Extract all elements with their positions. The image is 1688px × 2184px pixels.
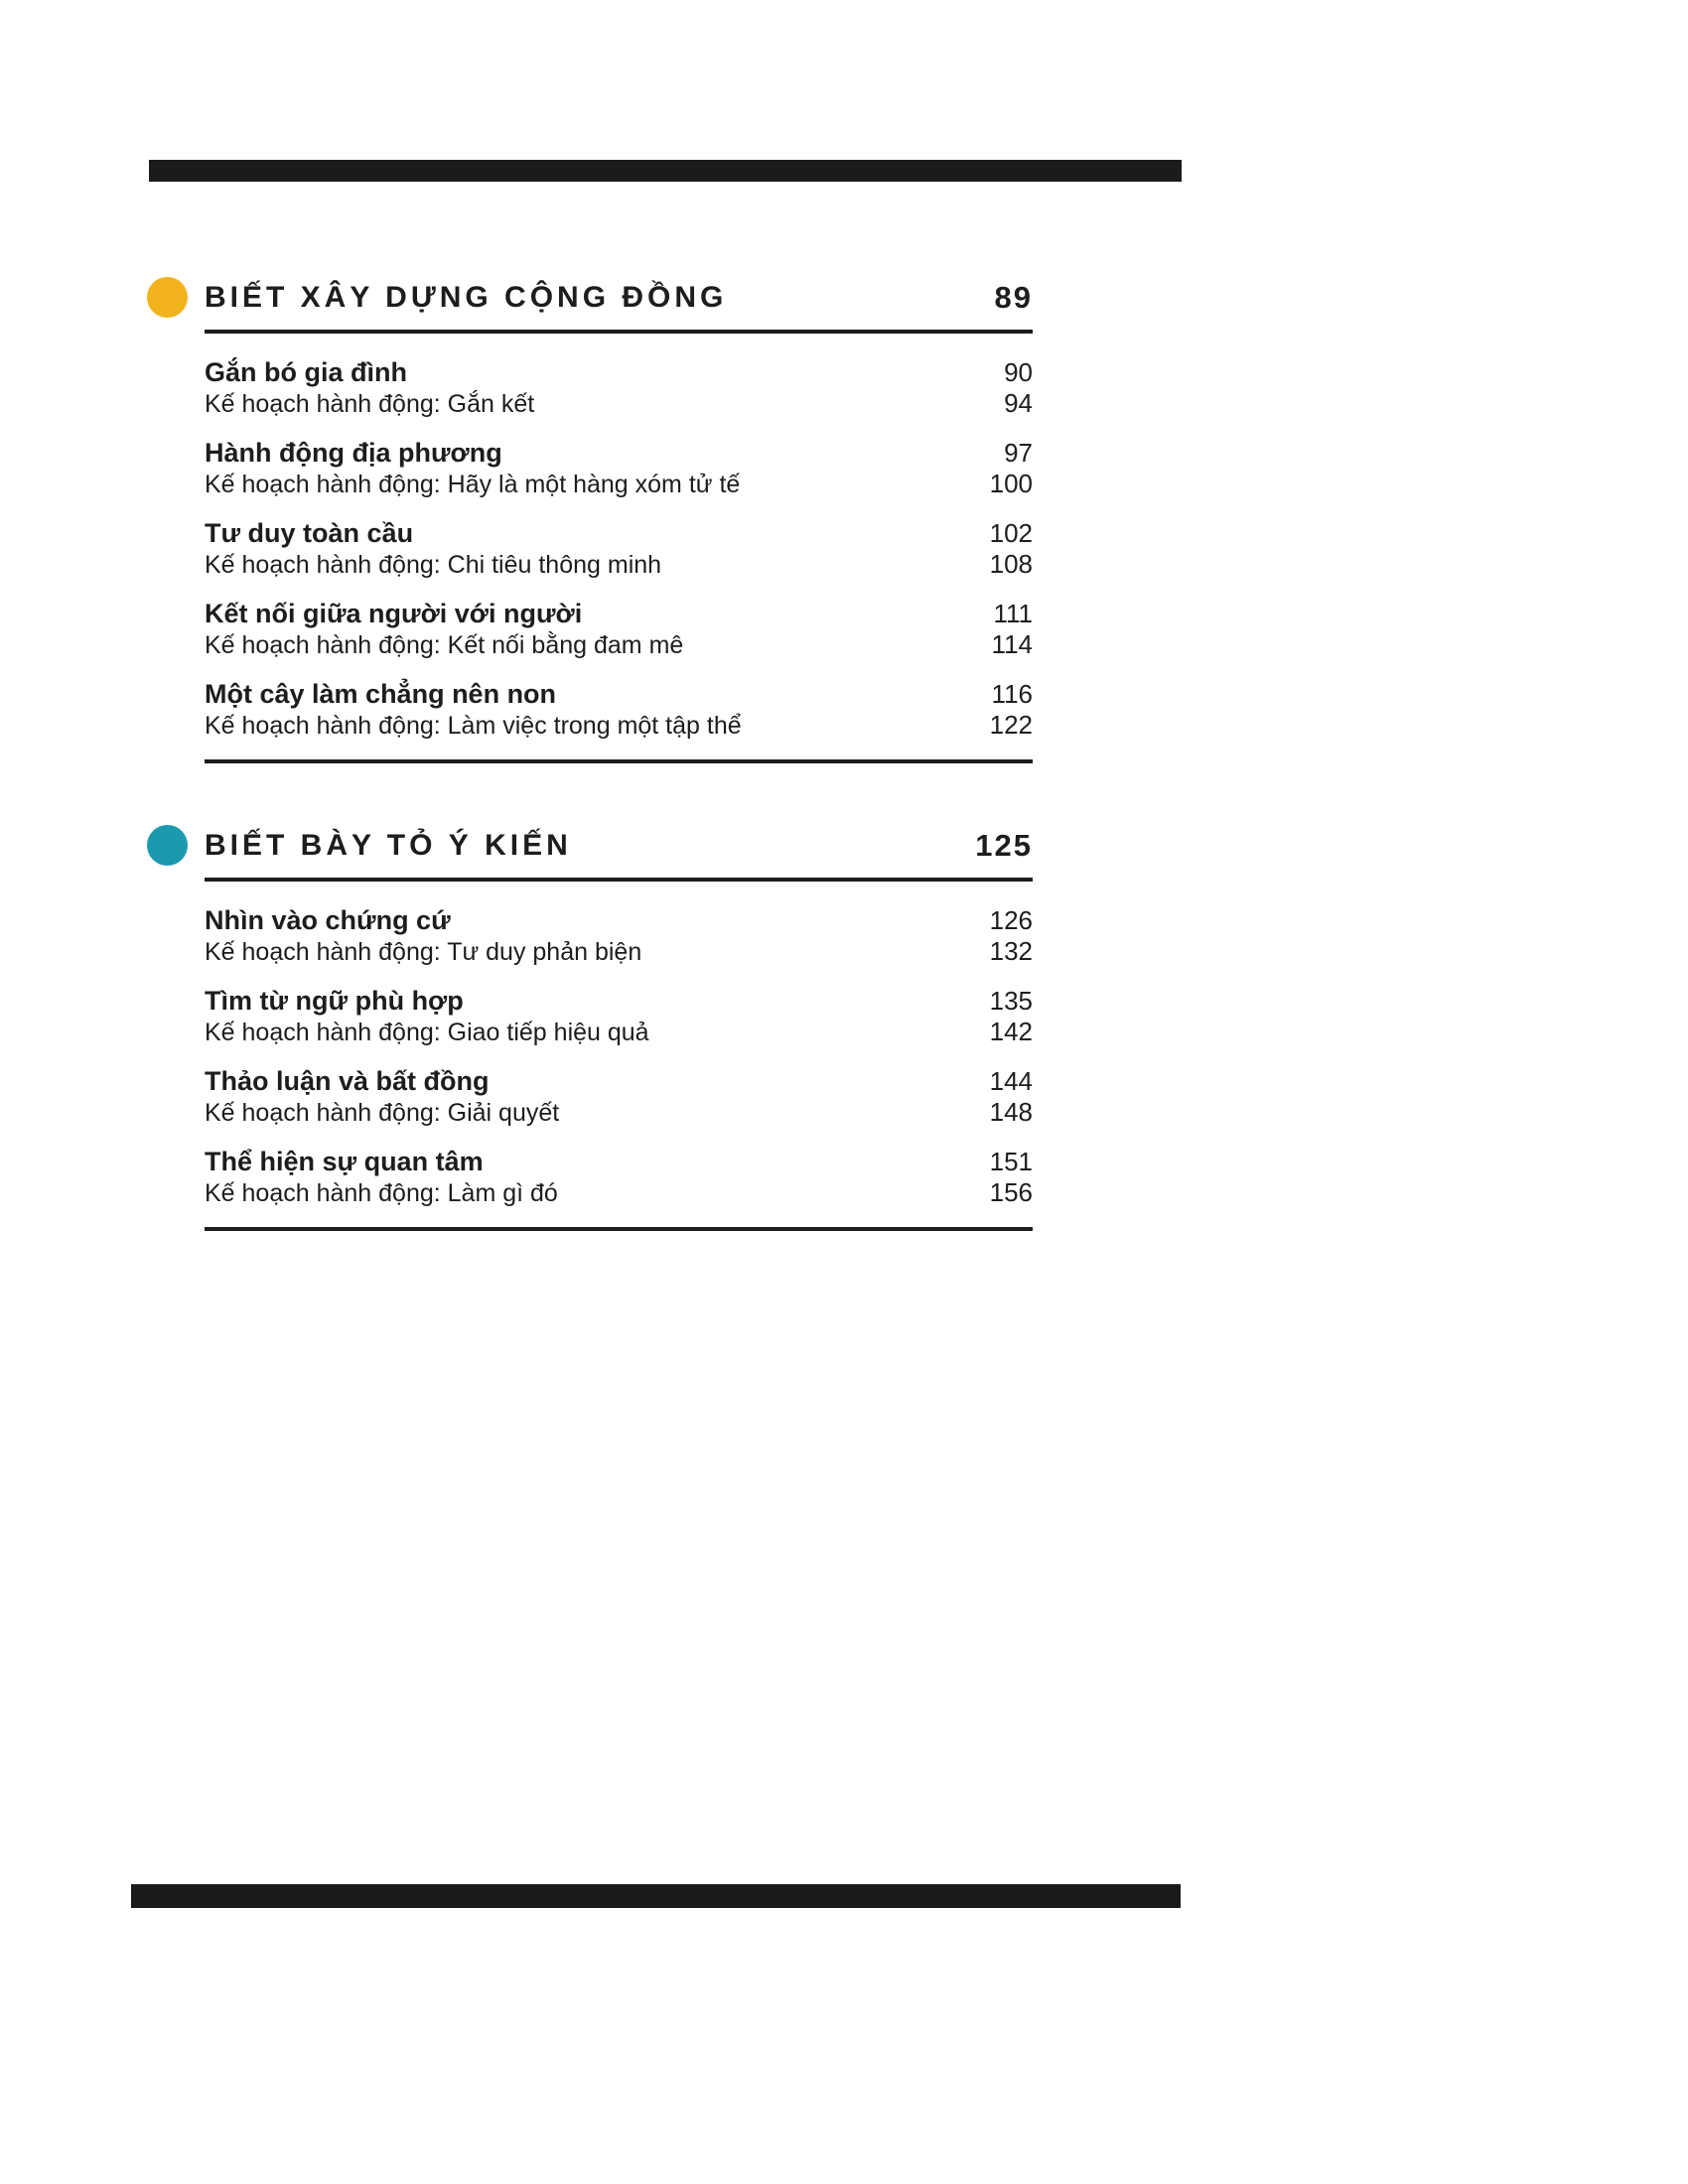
toc-entry-title-line (205, 1066, 1033, 1097)
section-header (147, 825, 1033, 866)
toc-entry-subtitle-line (205, 1177, 1033, 1209)
toc-entry-subtitle: Kế hoạch hành động: Tư duy phản biện (205, 938, 642, 966)
toc-entry-page-number: 90 (1004, 357, 1033, 387)
toc-entry-page-number: 135 (989, 986, 1033, 1016)
toc-entry-subtitle-page-number: 100 (989, 469, 1033, 498)
toc-entry-subtitle: Kế hoạch hành động: Làm việc trong một tập thể (205, 712, 742, 740)
toc-entry-page-number: 111 (993, 599, 1033, 628)
toc-entry-subtitle: Kế hoạch hành động: Kết nối bằng đam mê (205, 631, 684, 659)
toc-entry-title: Hành động địa phương (205, 438, 502, 468)
toc-entry (205, 986, 1033, 1048)
toc-entry-page-number: 126 (989, 905, 1033, 935)
toc-entry-title-line (205, 679, 1033, 710)
toc-entry (205, 438, 1033, 500)
toc-entry-title: Thể hiện sự quan tâm (205, 1147, 484, 1176)
toc-entry-title: Thảo luận và bất đồng (205, 1066, 490, 1096)
toc-entry-page-number: 144 (989, 1066, 1033, 1096)
toc-entry-subtitle-page-number: 142 (989, 1017, 1033, 1046)
section-entries (205, 882, 1033, 1209)
toc-entry (205, 1066, 1033, 1129)
toc-entry-subtitle-page-number: 94 (1004, 388, 1033, 418)
toc-entry-subtitle-line (205, 710, 1033, 742)
toc-entry (205, 518, 1033, 581)
section-bottom-rule (205, 1227, 1033, 1231)
section-bottom-rule (205, 759, 1033, 763)
toc-entry-title: Kết nối giữa người với người (205, 599, 583, 628)
toc-entry-subtitle: Kế hoạch hành động: Giải quyết (205, 1099, 560, 1127)
toc-entry-title: Tìm từ ngữ phù hợp (205, 986, 464, 1016)
toc-entry-title: Tư duy toàn cầu (205, 518, 414, 548)
toc-entry-subtitle: Kế hoạch hành động: Giao tiếp hiệu quả (205, 1019, 649, 1046)
toc-entry (205, 357, 1033, 420)
toc-entry-title-line (205, 357, 1033, 388)
toc-section (147, 277, 1033, 763)
toc-entry-page-number: 151 (989, 1147, 1033, 1176)
toc-entry (205, 599, 1033, 661)
toc-entry-subtitle-page-number: 156 (989, 1177, 1033, 1207)
toc-entry-page-number: 116 (991, 679, 1033, 709)
toc-entry-subtitle-line (205, 1017, 1033, 1048)
section-dot-icon (147, 277, 188, 318)
toc-entry (205, 905, 1033, 968)
toc-entry-subtitle-page-number: 132 (989, 936, 1033, 966)
top-rule-bar (149, 160, 1182, 182)
section-header (147, 277, 1033, 318)
toc-entry-subtitle-line (205, 1097, 1033, 1129)
section-page-number: 125 (975, 827, 1033, 863)
toc-entry-title-line (205, 599, 1033, 629)
toc-content (147, 277, 1033, 1231)
toc-entry (205, 1147, 1033, 1209)
toc-entry-page-number: 102 (989, 518, 1033, 548)
toc-entry-subtitle: Kế hoạch hành động: Chi tiêu thông minh (205, 551, 662, 579)
toc-entry-subtitle-line (205, 388, 1033, 420)
toc-entry-page-number: 97 (1004, 438, 1033, 468)
toc-section (147, 825, 1033, 1231)
toc-entry-title-line (205, 438, 1033, 469)
toc-entry-subtitle: Kế hoạch hành động: Hãy là một hàng xóm tử tế (205, 471, 741, 498)
toc-entry-title-line (205, 1147, 1033, 1177)
toc-entry-subtitle-page-number: 148 (989, 1097, 1033, 1127)
toc-entry-subtitle-line (205, 549, 1033, 581)
toc-entry-title: Gắn bó gia đình (205, 357, 407, 387)
section-entries (205, 334, 1033, 742)
toc-entry-title-line (205, 905, 1033, 936)
toc-entry-title-line (205, 518, 1033, 549)
toc-entry-subtitle-page-number: 122 (989, 710, 1033, 740)
toc-entry-title-line (205, 986, 1033, 1017)
toc-entry-subtitle: Kế hoạch hành động: Gắn kết (205, 390, 535, 418)
toc-entry-subtitle: Kế hoạch hành động: Làm gì đó (205, 1179, 558, 1207)
toc-entry-title: Một cây làm chẳng nên non (205, 679, 557, 709)
toc-entry-title: Nhìn vào chứng cứ (205, 905, 451, 935)
toc-entry-subtitle-page-number: 108 (989, 549, 1033, 579)
section-title: BIẾT BÀY TỎ Ý KIẾN (205, 828, 572, 862)
toc-entry-subtitle-page-number: 114 (991, 629, 1033, 659)
section-title: BIẾT XÂY DỰNG CỘNG ĐỒNG (205, 280, 728, 314)
toc-entry-subtitle-line (205, 936, 1033, 968)
bottom-rule-bar (131, 1884, 1181, 1908)
section-dot-icon (147, 825, 188, 866)
section-page-number: 89 (994, 279, 1033, 315)
toc-entry-subtitle-line (205, 629, 1033, 661)
toc-entry-subtitle-line (205, 469, 1033, 500)
toc-entry (205, 679, 1033, 742)
